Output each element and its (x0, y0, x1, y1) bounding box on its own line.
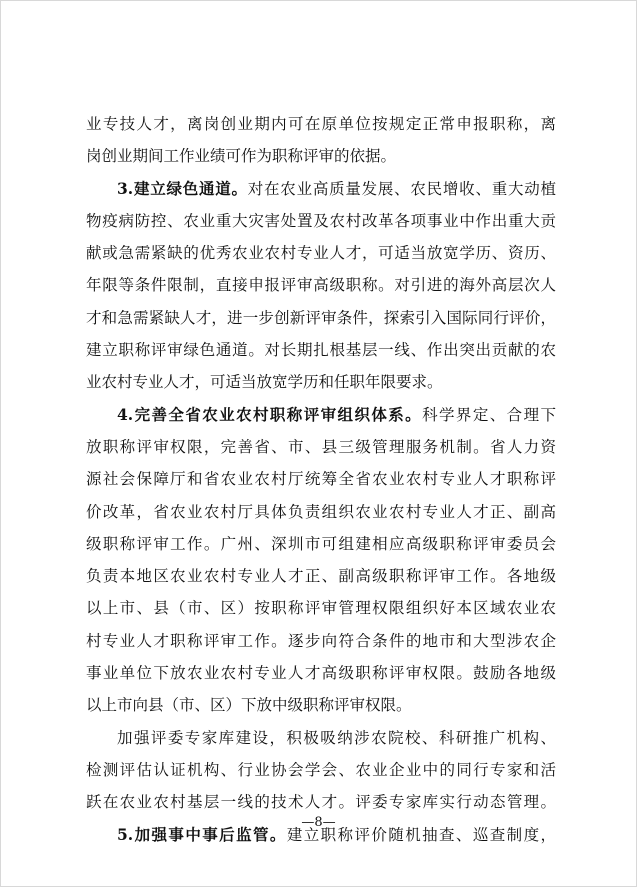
text-line: 负责本地区农业农村专业人才正、副高级职称评审工作。各地级 (86, 567, 556, 586)
text-line: 放职称评审权限，完善省、市、县三级管理服务机制。省人力资 (86, 437, 556, 456)
text-line: 岗创业期间工作业绩可作为职称评审的依据。 (86, 147, 397, 166)
text-line: 物疫病防控、农业重大灾害处置及农村改革各项事业中作出重大贡 (86, 211, 556, 230)
text-line: 跃在农业农村基层一线的技术人才。评委专家库实行动态管理。 (86, 793, 556, 812)
text-line: 以上市向县（市、区）下放中级职称评审权限。 (86, 696, 412, 715)
text-line: 村专业人才职称评审工作。逐步向符合条件的地市和大型涉农企 (86, 631, 556, 650)
text-line: 对在农业高质量发展、农民增收、重大动植 (247, 179, 556, 198)
text-line: 事业单位下放农业农村专业人才高级职称评审权限。鼓励各地级 (86, 664, 556, 683)
page-number: —8— (301, 815, 336, 830)
section-4-first-line (86, 399, 556, 431)
text-line: 才和急需紧缺人才，进一步创新评审条件，探索引入国际同行评价， (86, 308, 556, 327)
text-line: 建立职称评审绿色通道。对长期扎根基层一线、作出突出贡献的农 (86, 341, 556, 360)
text-line: 价改革，省农业农村厅具体负责组织农业农村专业人才正、副高 (86, 502, 556, 521)
text-line: 源社会保障厅和省农业农村厅统筹全省农业农村专业人才职称评 (86, 470, 556, 489)
section-heading-4: 4.完善全省农业农村职称评审组织体系。 (117, 404, 423, 424)
section-heading-5: 5.加强事中事后监管。 (117, 824, 287, 844)
section-heading-3: 3.建立绿色通道。 (117, 178, 248, 198)
text-line: 业专技人才，离岗创业期内可在原单位按规定正常申报职称，离 (86, 115, 556, 133)
text-line: 加强评委专家库建设，积极吸纳涉农院校、科研推广机构、 (117, 728, 556, 747)
text-line: 以上市、县（市、区）按职称评审管理权限组织好本区域农业农 (86, 599, 556, 618)
text-line: 检测评估认证机构、行业协会学会、农业企业中的同行专家和活 (86, 760, 556, 779)
text-line: 年限等条件限制，直接申报评审高级职称。对引进的海外高层次人 (86, 276, 556, 295)
text-line: 科学界定、合理下 (422, 405, 556, 424)
text-line: 建立职称评价随机抽查、巡查制度， (286, 825, 556, 844)
section-3-first-line (86, 173, 556, 205)
text-line: 献或急需紧缺的优秀农业农村专业人才，可适当放宽学历、资历、 (86, 244, 556, 263)
text-line: 级职称评审工作。广州、深圳市可组建相应高级职称评审委员会 (86, 534, 556, 553)
text-line: 业农村专业人才，可适当放宽学历和任职年限要求。 (86, 373, 443, 392)
document-body (86, 108, 556, 851)
